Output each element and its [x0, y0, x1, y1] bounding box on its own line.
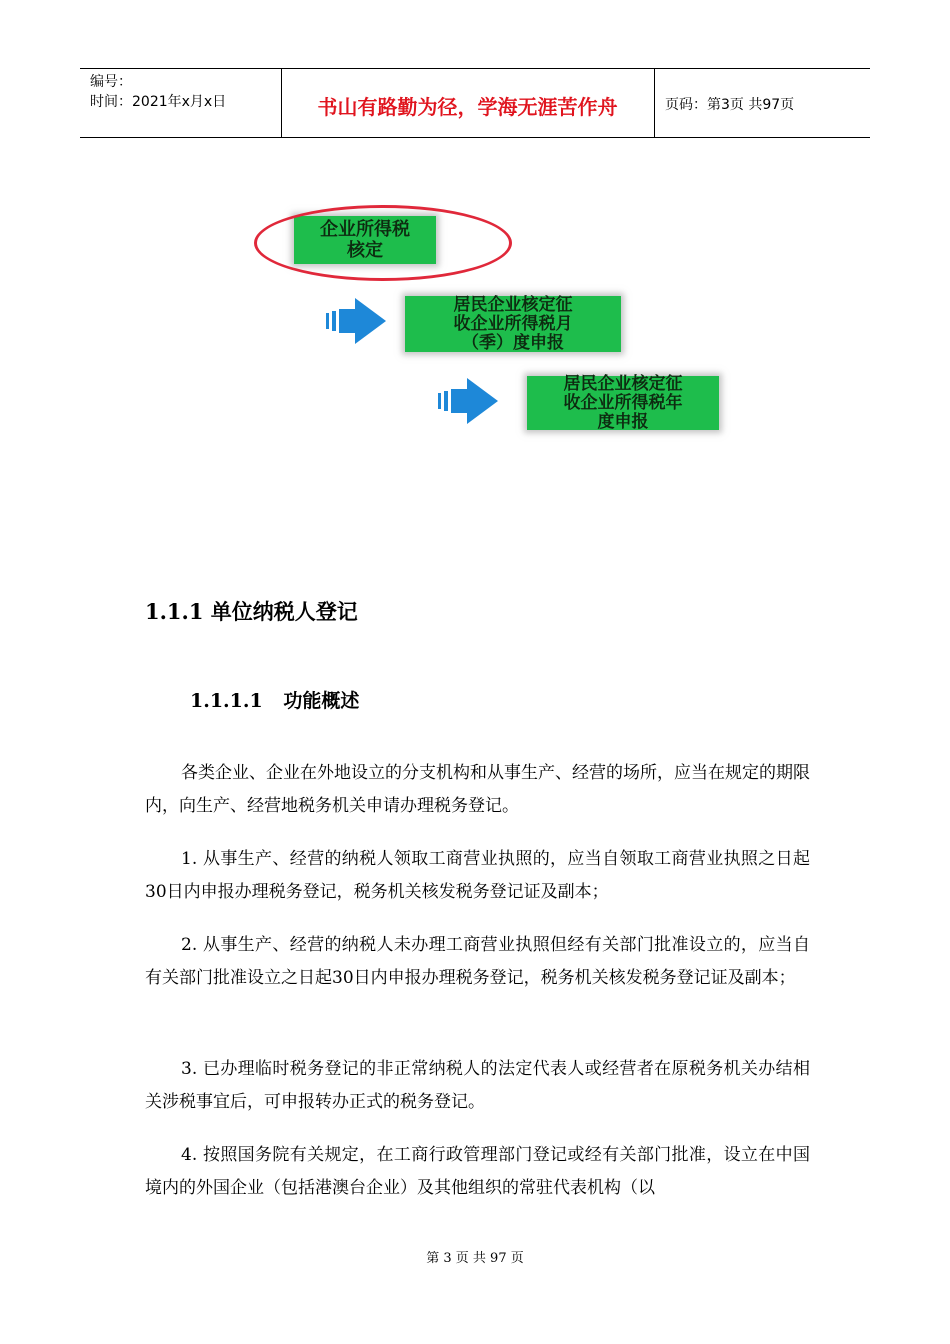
process-diagram [248, 200, 728, 450]
header-page-cell [655, 69, 870, 137]
paragraph: 各类企业、企业在外地设立的分支机构和从事生产、经营的场所，应当在规定的期限内，向生产、经营地税务机关申请办理税务登记。 [145, 763, 810, 816]
paragraph: 2. 从事生产、经营的纳税人未办理工商营业执照但经有关部门批准设立的，应当自有关部门批准设立之日起30日内申报办理税务登记，税务机关核发税务登记证及副本； [145, 935, 810, 988]
subsection-heading [190, 686, 359, 713]
diagram-box-annual-filing: 居民企业核定征 收企业所得税年 度申报 [527, 376, 719, 430]
doc-number-label: 编号： [90, 74, 132, 90]
header-page-label: 页码：第3页 共97页 [665, 97, 795, 113]
section-number: 1.1.1 [145, 599, 204, 624]
subsection-number: 1.1.1.1 [190, 690, 263, 712]
arrow-icon [438, 376, 500, 426]
header-motto: 书山有路勤为径，学海无涯苦作舟 [317, 95, 618, 119]
paragraph: 3. 已办理临时税务登记的非正常纳税人的法定代表人或经营者在原税务机关办结相关涉税事宜后，可申报转办正式的税务登记。 [145, 1059, 810, 1112]
section-heading [145, 596, 358, 626]
page-header [80, 68, 870, 138]
diagram-box-verification: 企业所得税 核定 [294, 216, 436, 264]
subsection-title: 功能概述 [283, 690, 360, 712]
diagram-box-monthly-filing: 居民企业核定征 收企业所得税月 （季）度申报 [405, 296, 621, 352]
arrow-icon [326, 296, 388, 346]
header-motto-cell [281, 69, 655, 137]
paragraph: 1. 从事生产、经营的纳税人领取工商营业执照的，应当自领取工商营业执照之日起30日内申报办理税务登记，税务机关核发税务登记证及副本； [145, 849, 810, 902]
header-info-cell [80, 69, 282, 137]
highlight-ellipse [254, 205, 512, 281]
doc-date-label: 时间：2021年x月x日 [90, 94, 227, 110]
paragraph: 4. 按照国务院有关规定，在工商行政管理部门登记或经有关部门批准，设立在中国境内的外国企业（包括港澳台企业）及其他组织的常驻代表机构（以 [145, 1145, 810, 1198]
page-footer: 第 3 页 共 97 页 [426, 1251, 524, 1266]
section-title: 单位纳税人登记 [210, 599, 358, 624]
